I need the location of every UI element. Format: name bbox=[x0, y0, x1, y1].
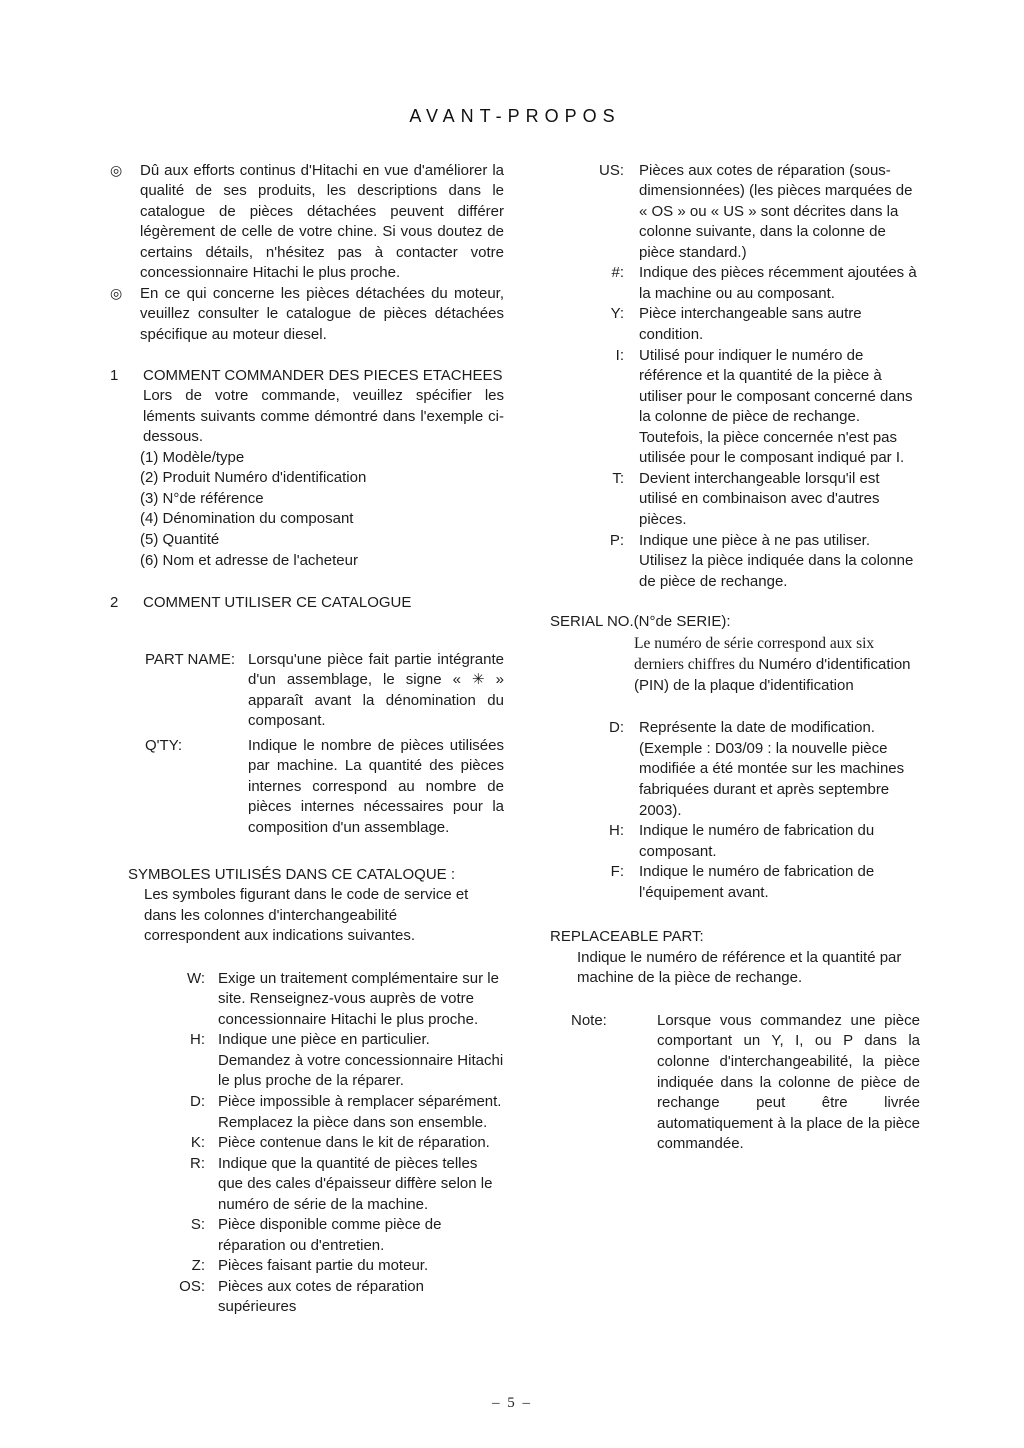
symbol-code: F: bbox=[610, 863, 624, 881]
order-items-list bbox=[140, 448, 504, 571]
section-intro: Lors de votre commande, veuillez spécifier les léments suivants comme démontré dans l'exemple ci-dessous. bbox=[143, 387, 504, 446]
serial-sans-text: Numéro d'identification (PIN) de la plaque d'identification bbox=[634, 656, 911, 694]
section-title: COMMENT UTILISER CE CATALOGUE bbox=[143, 594, 412, 612]
symbol-code: D: bbox=[190, 1092, 205, 1110]
symbol-row bbox=[550, 161, 920, 264]
section-number: 1 bbox=[110, 366, 119, 384]
symbol-description: Pièce contenue dans le kit de réparation. bbox=[218, 1134, 490, 1152]
symbols-intro: Les symboles figurant dans le code de service et dans les colonnes d'interchangeabilité correspondent aux indications suivantes. bbox=[144, 886, 469, 945]
content-columns bbox=[110, 161, 920, 1318]
symbol-row bbox=[550, 862, 920, 903]
notice-paragraph bbox=[110, 284, 504, 346]
list-item: (6) Nom et adresse de l'acheteur bbox=[140, 551, 358, 569]
notice-paragraph bbox=[110, 161, 504, 284]
symbols-list-right bbox=[550, 161, 920, 592]
symbol-code: W: bbox=[186, 969, 205, 987]
symbol-code: K: bbox=[190, 1134, 205, 1152]
symbol-code: H: bbox=[190, 1031, 205, 1049]
list-item: (5) Quantité bbox=[140, 530, 220, 548]
symbol-description: Pièce disponible comme pièce de réparation ou d'entretien. bbox=[218, 1216, 442, 1254]
symbol-description: Indique une pièce à ne pas utiliser. Utilisez la pièce indiquée dans la colonne de pièce de rechange. bbox=[639, 531, 914, 590]
right-column bbox=[550, 161, 920, 1318]
section-number: 2 bbox=[110, 594, 119, 612]
term-row bbox=[145, 650, 504, 732]
symbol-row bbox=[550, 718, 920, 821]
symbol-description: Pièce impossible à remplacer séparément. Remplacez la pièce dans son ensemble. bbox=[218, 1092, 502, 1131]
symbol-code: I: bbox=[615, 346, 624, 364]
note-text: Lorsque vous commandez une pièce comportant un Y, I, ou P dans la colonne d'interchangeabilité, la pièce indiquée dans la colonne de pièce de rechange peut être livrée automatiquement à la place de la pièce commandée. bbox=[657, 1011, 920, 1153]
symbol-description: Indique le numéro de fabrication de l'équipement avant. bbox=[639, 863, 875, 901]
term-row bbox=[145, 736, 504, 839]
symbol-description: Indique des pièces récemment ajoutées à la machine ou au composant. bbox=[639, 264, 917, 302]
section-title: COMMENT COMMANDER DES PIECES ETACHEES bbox=[143, 366, 503, 384]
replaceable-part-block bbox=[550, 927, 920, 989]
symbol-code: Y: bbox=[610, 305, 624, 323]
section-how-to-order bbox=[110, 366, 504, 571]
symbol-description: Exige un traitement complémentaire sur le site. Renseignez-vous auprès de votre concessionnaire Hitachi le plus proche. bbox=[218, 969, 499, 1028]
symbol-row bbox=[550, 531, 920, 593]
term-text: Lorsqu'une pièce fait partie intégrante d'un assemblage, le signe « ✳ » apparaît avant la dénomination du composant. bbox=[248, 650, 504, 730]
symbol-description: Indique le numéro de fabrication du composant. bbox=[639, 822, 875, 860]
page-title: AVANT-PROPOS bbox=[409, 106, 621, 126]
symbol-row bbox=[146, 1215, 504, 1256]
symbols-list bbox=[146, 969, 504, 1318]
symbol-row bbox=[550, 304, 920, 345]
bullet-icon: ◎ bbox=[110, 284, 123, 301]
paragraph-text: En ce qui concerne les pièces détachées du moteur, veuillez consulter le catalogue de pièces détachées spécifique au moteur diesel. bbox=[140, 284, 504, 344]
symbol-code: US: bbox=[598, 161, 624, 179]
symbol-code: OS: bbox=[179, 1277, 205, 1295]
symbol-row bbox=[146, 1030, 504, 1092]
replaceable-part-heading: REPLACEABLE PART: bbox=[550, 928, 704, 946]
symbol-code: D: bbox=[609, 719, 624, 737]
symbol-description: Pièces faisant partie du moteur. bbox=[218, 1257, 429, 1275]
list-item: (4) Dénomination du composant bbox=[140, 510, 354, 528]
note-block bbox=[571, 1011, 920, 1155]
symbol-description: Pièce interchangeable sans autre condition. bbox=[639, 305, 862, 344]
list-item: (1) Modèle/type bbox=[140, 448, 245, 466]
symbol-code: Z: bbox=[191, 1257, 205, 1275]
serial-no-text bbox=[634, 633, 920, 697]
replaceable-part-text: Indique le numéro de référence et la quantité par machine de la pièce de rechange. bbox=[577, 948, 902, 987]
section-how-to-use bbox=[110, 593, 504, 838]
symbol-code: R: bbox=[190, 1154, 205, 1172]
section-heading bbox=[110, 366, 504, 387]
symbol-description: Indique une pièce en particulier. Demandez à votre concessionnaire Hitachi le plus proche de la réparer. bbox=[218, 1031, 504, 1090]
symbol-description: Représente la date de modification. (Exemple : D03/09 : la nouvelle pièce modifiée a été montée sur les machines fabriquées durant et après septembre 2003). bbox=[639, 719, 905, 819]
note-label: Note: bbox=[571, 1011, 607, 1029]
serial-no-heading: SERIAL NO.(N°de SERIE): bbox=[550, 613, 731, 631]
page-number: – 5 – bbox=[492, 1395, 532, 1412]
list-item: (2) Produit Numéro d'identification bbox=[140, 469, 367, 487]
symbol-description: Devient interchangeable lorsqu'il est utilisé en combinaison avec d'autres pièces. bbox=[639, 469, 880, 528]
symbol-row bbox=[146, 1092, 504, 1133]
symbol-code: T: bbox=[612, 469, 624, 487]
symbol-description: Pièces aux cotes de réparation supérieures bbox=[218, 1277, 424, 1316]
symbol-row bbox=[146, 1277, 504, 1318]
symbol-code: S: bbox=[190, 1216, 205, 1234]
list-item: (3) N°de référence bbox=[140, 489, 264, 507]
symbol-row bbox=[146, 1154, 504, 1216]
symbol-code: H: bbox=[609, 822, 624, 840]
symbol-row bbox=[550, 821, 920, 862]
symbol-description: Indique que la quantité de pièces telles que des cales d'épaisseur diffère selon le numéro de série de la machine. bbox=[218, 1154, 493, 1213]
serial-no-block bbox=[550, 612, 920, 696]
symbol-description: Utilisé pour indiquer le numéro de référence et la quantité de la pièce à utiliser pour le composant concerné dans la colonne de pièce de rechange. Toutefois, la pièce concernée n'est pas utilisée pour le composant indiqué par I. bbox=[639, 346, 913, 467]
term-text: Indique le nombre de pièces utilisées par machine. La quantité des pièces internes correspond au nombre de pièces internes nécessaires pour la composition d'un assemblage. bbox=[248, 736, 504, 836]
term-label: Q'TY: bbox=[145, 736, 183, 754]
section-heading bbox=[110, 593, 504, 614]
symbols-heading: SYMBOLES UTILISÉS DANS CE CATALOQUE : bbox=[128, 865, 456, 883]
symbol-row bbox=[146, 1256, 504, 1277]
serial-serif-text: Le numéro de série correspond aux six derniers chiffres du bbox=[634, 634, 875, 674]
symbol-code: P: bbox=[609, 531, 624, 549]
terms-block bbox=[110, 650, 504, 839]
symbol-row bbox=[550, 469, 920, 531]
paragraph-text: Dû aux efforts continus d'Hitachi en vue d'améliorer la qualité de ses produits, les descriptions dans le catalogue de pièces détachées peuvent différer légèrement de celle de votre chine. Si vous doutez de certains détails, n'hésitez pas à contacter votre concessionnaire Hitachi le plus proche. bbox=[140, 161, 504, 282]
symbol-code: #: bbox=[611, 264, 624, 282]
symbol-row bbox=[550, 346, 920, 469]
date-symbols-list bbox=[550, 718, 920, 903]
term-label: PART NAME: bbox=[145, 650, 236, 668]
symbol-description: Pièces aux cotes de réparation (sous-dimensionnées) (les pièces marquées de « OS » ou « US » sont décrites dans la colonne suivante, dans la colonne de pièce standard.) bbox=[639, 161, 913, 261]
symbol-row bbox=[146, 1133, 504, 1154]
bullet-icon: ◎ bbox=[110, 161, 123, 178]
symbol-row bbox=[550, 263, 920, 304]
left-column bbox=[110, 161, 504, 1318]
symbol-row bbox=[146, 969, 504, 1031]
